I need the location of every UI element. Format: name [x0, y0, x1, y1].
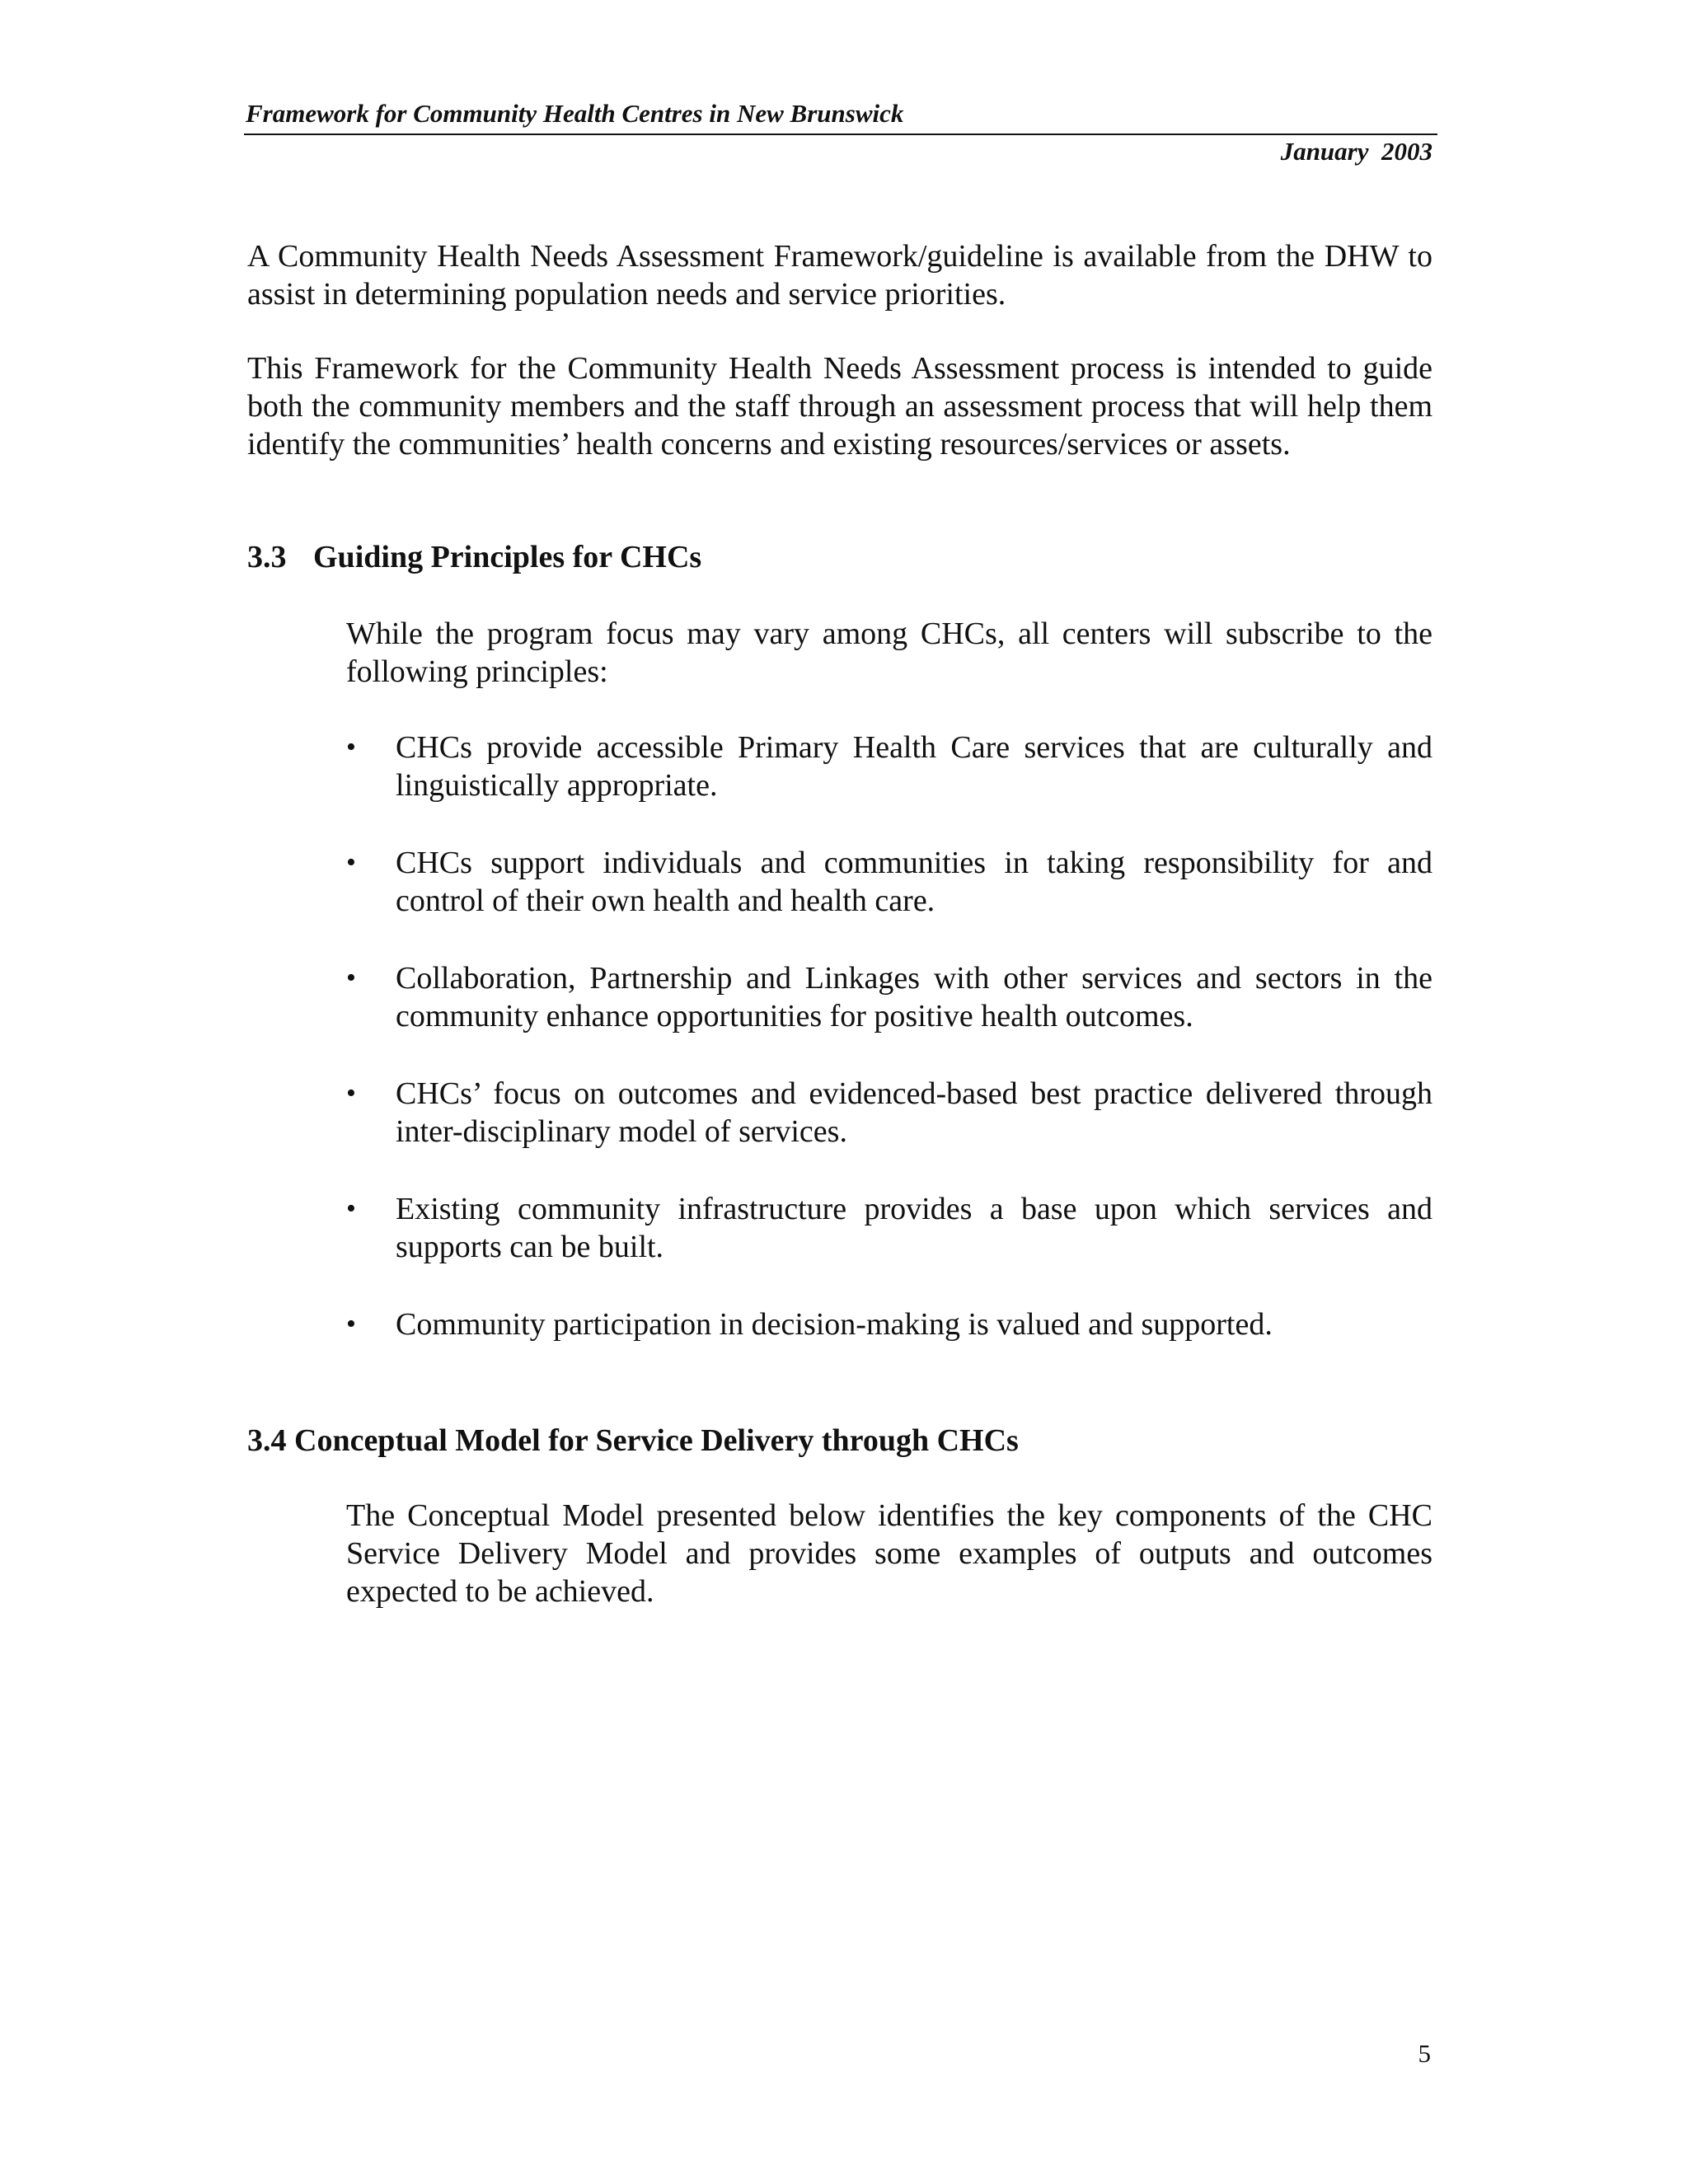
list-item: [346, 844, 1432, 920]
bullet-icon: •: [346, 1309, 356, 1339]
principle-text: CHCs support individuals and communities in taking responsibility for and control of their own health and health care.: [396, 846, 1432, 918]
principles-intro: While the program focus may vary among CHCs, all centers will subscribe to the following principles:: [346, 616, 1432, 689]
list-item: [346, 959, 1432, 1035]
bullet-icon: •: [346, 847, 356, 878]
conceptual-model-intro: The Conceptual Model presented below identifies the key components of the CHC Service Delivery Model and provides some examples of outputs and outcomes expected to be achieved.: [346, 1498, 1432, 1609]
principle-text: Community participation in decision-making is valued and supported.: [396, 1307, 1273, 1342]
list-item: [346, 1190, 1432, 1266]
section-heading-3-3: [247, 539, 701, 575]
principle-text: Existing community infrastructure provides a base upon which services and supports can be built.: [396, 1192, 1432, 1264]
section-title: Guiding Principles for CHCs: [313, 540, 702, 574]
list-item: [346, 729, 1432, 804]
principle-text: Collaboration, Partnership and Linkages with other services and sectors in the community enhance opportunities for positive health outcomes.: [396, 961, 1432, 1033]
list-item: [346, 1075, 1432, 1151]
paragraph-framework-purpose: This Framework for the Community Health Needs Assessment process is intended to guide both the community members and the staff through an assessment process that will help them identify the communities’ health concerns and existing resources/services or assets.: [247, 351, 1432, 462]
principle-text: CHCs’ focus on outcomes and evidenced-based best practice delivered through inter-disciplinary model of services.: [396, 1076, 1432, 1149]
section-heading-3-4: 3.4 Conceptual Model for Service Delivery through CHCs: [247, 1423, 1019, 1458]
bullet-icon: •: [346, 1078, 356, 1108]
running-header-date: January 2003: [1280, 137, 1432, 166]
header-divider: [244, 134, 1437, 135]
bullet-icon: •: [346, 963, 356, 993]
principle-text: CHCs provide accessible Primary Health Care services that are culturally and linguistically appropriate.: [396, 730, 1432, 803]
bullet-icon: •: [346, 1193, 356, 1224]
page-number: 5: [1418, 2039, 1431, 2068]
principles-list: [346, 729, 1432, 1383]
section-number: 3.3: [247, 540, 287, 574]
paragraph-needs-assessment: A Community Health Needs Assessment Framework/guideline is available from the DHW to assist in determining population needs and service priorities.: [247, 239, 1432, 312]
list-item: [346, 1305, 1432, 1343]
bullet-icon: •: [346, 732, 356, 762]
running-header-title: Framework for Community Health Centres in New Brunswick: [246, 99, 904, 128]
